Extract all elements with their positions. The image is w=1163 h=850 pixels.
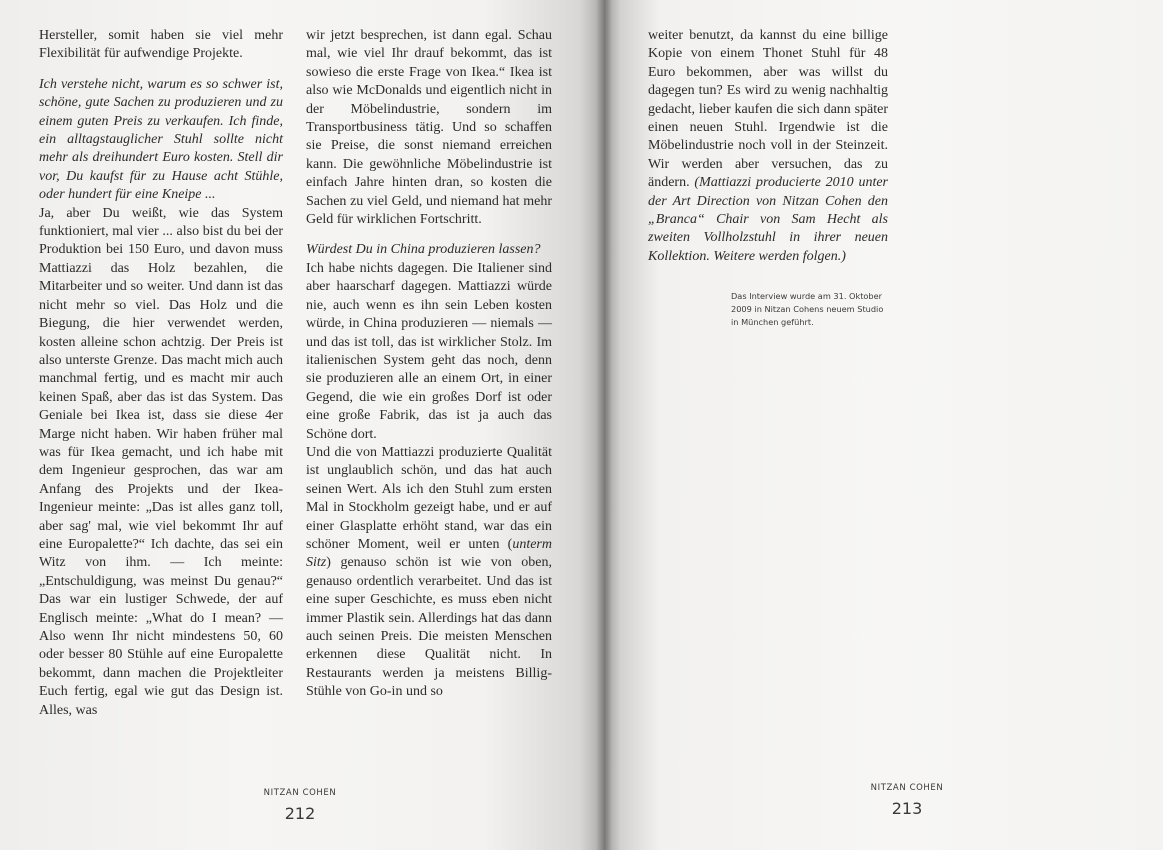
answer-paragraph: Ich habe nichts dagegen. Die Italiener sind aber haarscharf dagegen. Mattiazzi würde nie, auch wenn es ihn sein Leben kosten würde, in China produzieren — niemals — und das ist toll, das ist wirklicher Stolz. Im italienischen System geht das noch, denn sie produzieren alle an einem Ort, in einer Gegend, die wie ein großes Dorf ist oder eine große Fabrik, das ist ja auch das Schöne dort. [306, 260, 552, 442]
interview-question: Würdest Du in China produzieren lassen? [306, 242, 541, 258]
answer-paragraph: wir jetzt besprechen, ist dann egal. Schau mal, wie viel Ihr drauf bekommt, das ist sowieso die erste Frage von Ikea.“ Ikea ist also wie McDonalds und eigentlich nicht in der Möbelindustrie, sondern im Transportbusiness tätig. Und so schaffen sie Preise, die sonst niemand erreichen kann. Die gewöhnliche Möbelindustrie ist einfach Jahre hinten dran, so kosten die Sachen zu viel Geld, und niemand hat mehr Geld für wirklichen Fortschritt. [306, 28, 552, 228]
answer-paragraph [306, 444, 552, 702]
interview-note: Das Interview wurde am 31. Oktober 2009 in Nitzan Cohens neuem Studio in München geführt. [731, 291, 884, 327]
right-page-footer [847, 783, 967, 818]
left-page-column-2 [306, 27, 552, 702]
editorial-note: (Mattiazzi producierte 2010 unter der Art Direction von Nitzan Cohen den „Branca“ Chair von Sam Hecht als zweiten Vollholzstuhl in ihrer neuen Kollektion. Weitere werden folgen.) [648, 175, 888, 264]
left-page-footer [240, 788, 360, 823]
answer-italic-text: unterm Sitz [306, 536, 552, 571]
page-number: 212 [284, 804, 316, 823]
footer-author: NITZAN COHEN [263, 788, 337, 798]
left-page-column-1 [39, 27, 283, 720]
answer-paragraph: Hersteller, somit haben sie viel mehr Flexibilität für aufwendige Projekte. [39, 28, 283, 62]
page-number: 213 [891, 799, 923, 818]
answer-paragraph [648, 27, 888, 266]
book-gutter [596, 0, 612, 850]
answer-text: ) genauso schön ist wie von oben, genauso ordentlich verarbeitet. Und das ist eine super Geschichte, es muss eben nicht immer Plastik sein. Allerdings hat das dann auch seinen Preis. Die meisten Menschen erkennen diese Qualität nicht. In Restaurants werden ja meistens Billig-Stühle von Go-in und so [306, 555, 552, 700]
interview-question: Ich verstehe nicht, warum es so schwer ist, schöne, gute Sachen zu produzieren und zu einem guten Preis zu verkaufen. Ich finde, ein alltagstauglicher Stuhl sollte nicht mehr als dreihundert Euro kosten. Stell dir vor, Du kaufst für zu Hause acht Stühle, oder hundert für eine Kneipe ... [39, 76, 283, 203]
answer-text: weiter benutzt, da kannst du eine billige Kopie von einem Thonet Stuhl für 48 Euro bekommen, aber was willst du dagegen tun? Es wird zu wenig nachhaltig gedacht, lieber kaufen die sich dann später einen neuen Stuhl. Irgendwie ist die Möbelindustrie noch voll in der Steinzeit. Wir werden aber versuchen, das zu ändern. [648, 28, 888, 191]
answer-paragraph: Ja, aber Du weißt, wie das System funktioniert, mal vier ... also bist du bei der Produktion bei 150 Euro, und davon muss Mattiazzi das Holz bezahlen, die Mitarbeiter und so weiter. Und dann ist das nicht mehr so viel. Das Holz und die Biegung, die hier verwendet werden, kosten alleine schon achtzig. Der Preis ist also unterste Grenze. Das macht mich auch manchmal fertig, und es macht mir auch keinen Spaß, aber das ist das System. Das Geniale bei Ikea ist, dass sie diese 4er Marge nicht haben. Wir haben früher mal was für Ikea gemacht, und ich habe mit dem Ingenieur gesprochen, das war am Anfang des Projekts und der Ikea-Ingenieur meinte: „Das ist alles ganz toll, aber sag' mal, wie viel bekommt Ihr auf eine Europalette?“ Ich dachte, das sei ein Witz von ihm. — Ich meinte: „Entschuldigung, was meinst Du genau?“ Das war ein lustiger Schwede, der auf Englisch meinte: „What do I mean? — Also wenn Ihr nicht mindestens 50, 60 oder besser 80 Stühle auf eine Europalette bekommt, dann machen die Projektleiter Euch fertig, egal wie gut das Design ist. Alles, was [39, 205, 283, 718]
footer-author: NITZAN COHEN [870, 783, 944, 793]
right-page-column [648, 27, 888, 266]
answer-text: Und die von Mattiazzi produzierte Qualität ist unglaublich schön, und das hat auch seinen Wert. Als ich den Stuhl zum ersten Mal in Stockholm gezeigt habe, und er auf einer Glasplatte erhöht stand, war das ein schöner Moment, weil er unten ( [306, 444, 552, 552]
